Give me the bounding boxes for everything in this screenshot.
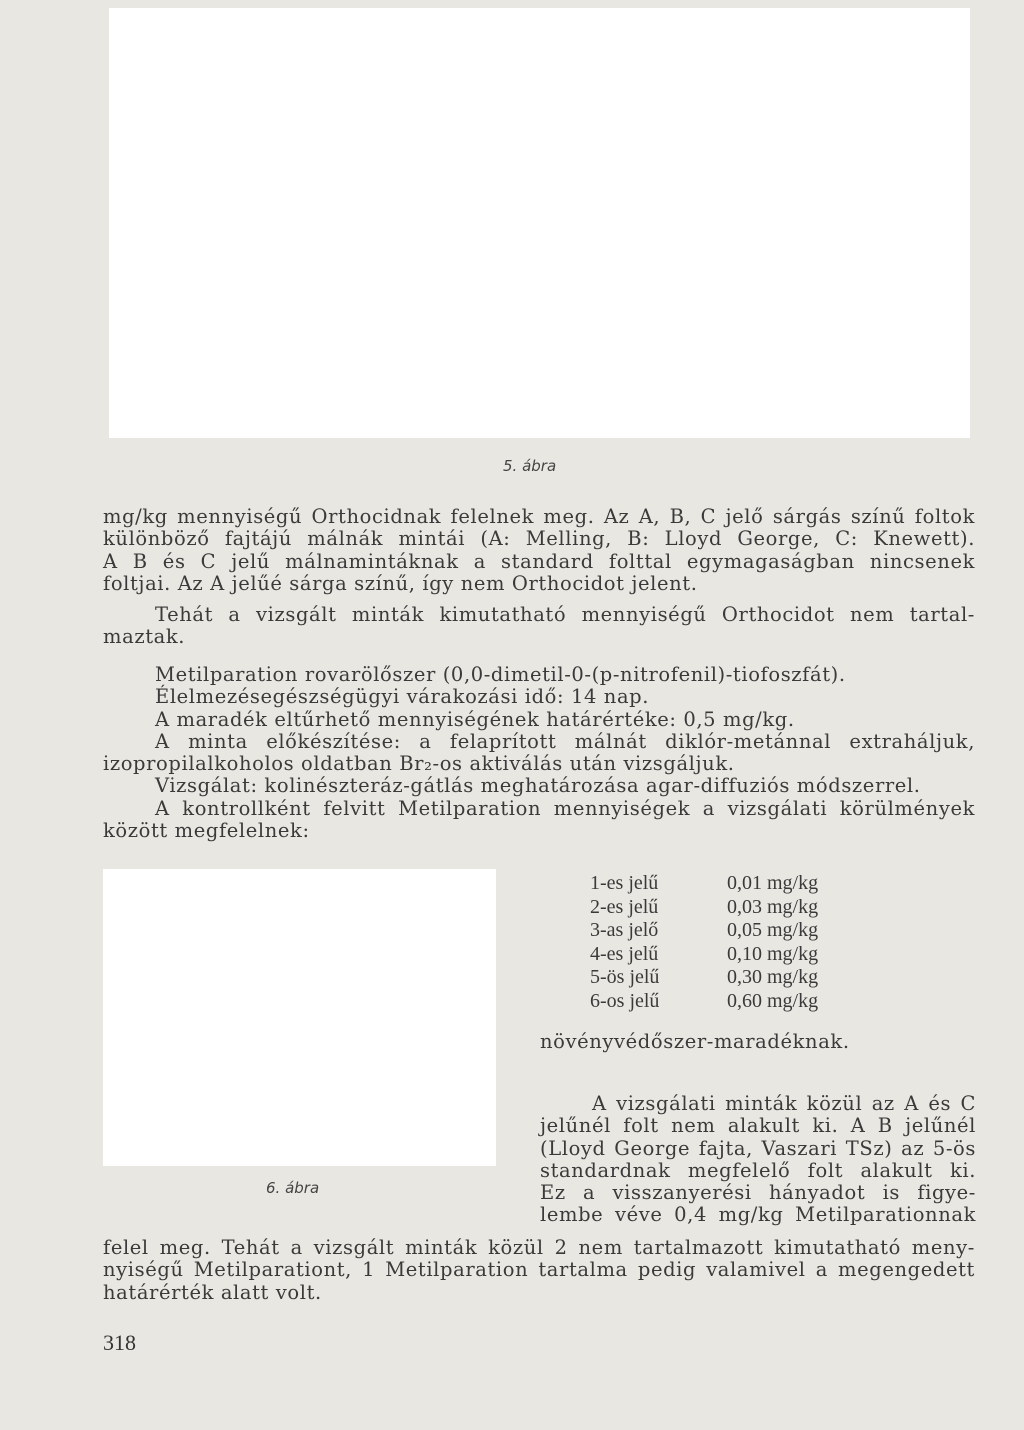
figure-5-caption: 5. ábra bbox=[503, 457, 557, 475]
text-line: A B és C jelű málnamintáknak a standard folttal egymagaságban nincsenek bbox=[103, 549, 975, 573]
paragraph-results-full-width bbox=[103, 1237, 975, 1304]
text-line: A kontrollként felvitt Metilparation mennyiségek a vizsgálati körülmények bbox=[155, 796, 975, 820]
table-row bbox=[590, 919, 818, 943]
text-line: felel meg. Tehát a vizsgált minták közül 2 nem tartalmazott kimutatható meny- bbox=[103, 1236, 975, 1259]
text-line: nyiségű Metilparationt, 1 Metilparation tartalma pedig valamivel a megengedett bbox=[103, 1258, 975, 1282]
standard-label: 3-as jelő bbox=[590, 919, 659, 941]
standards-table bbox=[590, 872, 818, 1013]
standard-value: 0,03 mg/kg bbox=[727, 895, 819, 918]
text-line: Élelmezésegészségügyi várakozási idő: 14 nap. bbox=[155, 685, 650, 709]
table-row bbox=[590, 896, 818, 920]
table-row bbox=[590, 966, 818, 990]
standard-value: 0,30 mg/kg bbox=[727, 966, 819, 988]
table-row bbox=[590, 990, 818, 1014]
standard-value: 0,60 mg/kg bbox=[727, 989, 819, 1012]
standards-suffix: növényvédőszer-maradéknak. bbox=[540, 1030, 850, 1053]
text-line: határérték alatt volt. bbox=[103, 1280, 322, 1304]
text-line: lembe véve 0,4 mg/kg Metilparationnak bbox=[540, 1203, 976, 1227]
table-row bbox=[590, 943, 818, 967]
standard-label: 4-es jelű bbox=[590, 942, 659, 965]
text-line: A vizsgálati minták közül az A és C bbox=[592, 1092, 976, 1115]
standard-label: 5-ös jelű bbox=[590, 966, 660, 988]
paragraph-orthocid-results bbox=[103, 506, 975, 595]
text-line: standardnak megfelelő folt alakult ki. bbox=[540, 1158, 976, 1182]
text-line: izopropilalkoholos oldatban Br₂-os aktiválás után vizsgáljuk. bbox=[103, 752, 735, 776]
text-line: különböző fajtájú málnák mintái (A: Melling, B: Lloyd George, C: Knewett). bbox=[103, 527, 975, 551]
text-line: A minta előkészítése: a felaprított málnát diklór-metánnal extraháljuk, bbox=[155, 729, 975, 753]
standard-label: 2-es jelű bbox=[590, 895, 659, 918]
table-row bbox=[590, 872, 818, 896]
paragraph-results-right-column bbox=[540, 1093, 976, 1227]
text-line: Tehát a vizsgált minták kimutatható mennyiségű Orthocidot nem tartal- bbox=[155, 603, 975, 626]
standard-value: 0,10 mg/kg bbox=[727, 942, 819, 965]
standard-label: 6-os jelű bbox=[590, 989, 660, 1012]
text-line: jelűnél folt nem alakult ki. A B jelűnél bbox=[540, 1114, 976, 1138]
paragraph-metilparation-method bbox=[103, 664, 975, 842]
text-line: A maradék eltűrhető mennyiségének határértéke: 0,5 mg/kg. bbox=[155, 707, 795, 731]
text-line: Metilparation rovarölőszer (0,0-dimetil-0-(p-nitrofenil)-tiofoszfát). bbox=[155, 663, 846, 686]
standard-value: 0,05 mg/kg bbox=[727, 919, 819, 941]
text-line: foltjai. Az A jelűé sárga színű, így nem Orthocidot jelent. bbox=[103, 571, 698, 595]
text-line: Ez a visszanyerési hányadot is figye- bbox=[540, 1181, 976, 1205]
text-line: mg/kg mennyiségű Orthocidnak felelnek meg. Az A, B, C jelő sárgás színű foltok bbox=[103, 505, 975, 528]
figure-5-image bbox=[109, 8, 970, 438]
standard-label: 1-es jelű bbox=[590, 872, 659, 894]
standard-value: 0,01 mg/kg bbox=[727, 872, 819, 894]
figure-6-caption: 6. ábra bbox=[266, 1179, 320, 1197]
page-number: 318 bbox=[103, 1330, 136, 1355]
text-line: maztak. bbox=[103, 625, 186, 649]
paragraph-orthocid-conclusion bbox=[103, 604, 975, 649]
text-line: Vizsgálat: kolinészteráz-gátlás meghatározása agar-diffuziós módszerrel. bbox=[155, 774, 921, 798]
text-line: között megfelelnek: bbox=[103, 819, 310, 843]
figure-6-image bbox=[103, 869, 496, 1166]
text-line: (Lloyd George fajta, Vaszari TSz) az 5-ös bbox=[540, 1136, 976, 1160]
